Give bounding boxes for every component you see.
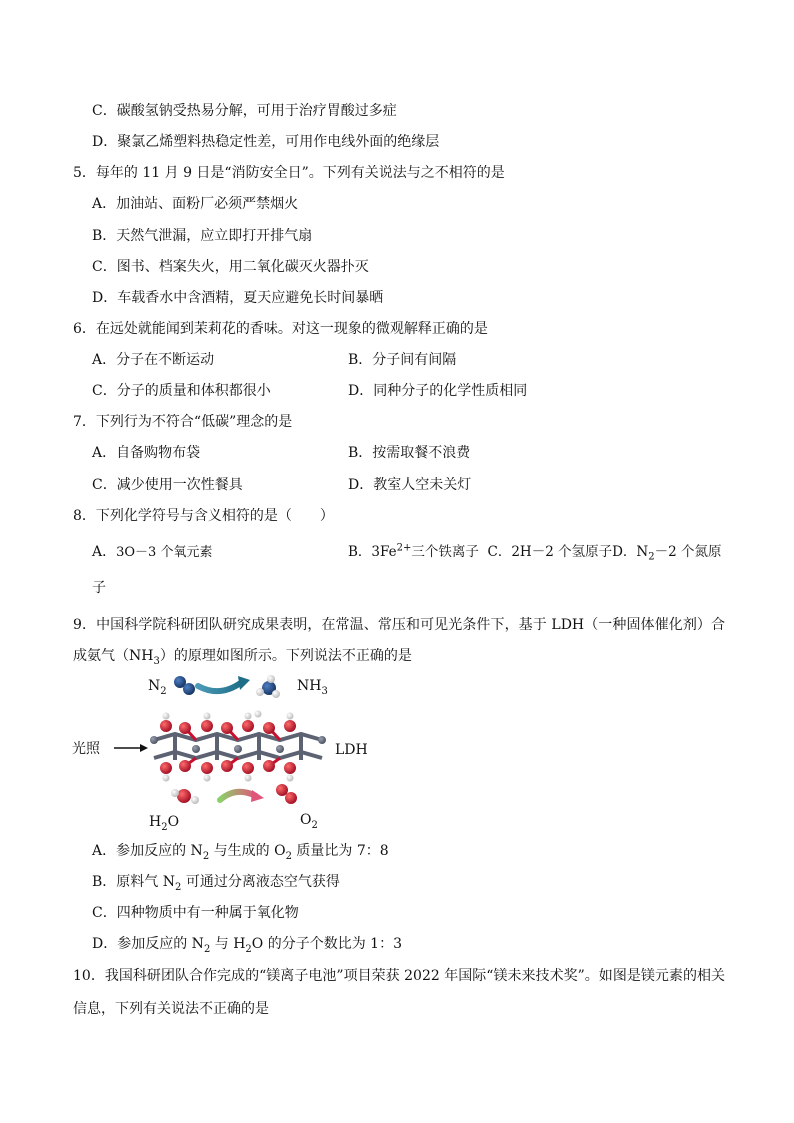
q9-a-part1: A．参加反应的 N bbox=[92, 843, 203, 859]
label-nh3 bbox=[297, 678, 328, 697]
q9-b-part2: 可通过分离液态空气获得 bbox=[181, 874, 340, 890]
o2-molecule-icon bbox=[276, 784, 297, 804]
label-n2 bbox=[148, 678, 167, 697]
q8-option-b-label: B． bbox=[348, 544, 372, 560]
q8-option-d-n: N bbox=[636, 544, 649, 560]
q9-stem-sub: 3 bbox=[153, 655, 160, 667]
q5-option-b: B．天然气泄漏，应立即打开排气扇 bbox=[92, 228, 313, 244]
q8-stem: 8．下列化学符号与含义相符的是（ ） bbox=[73, 508, 334, 524]
q4-option-d: D．聚氯乙烯塑料热稳定性差，可用作电线外面的绝缘层 bbox=[92, 134, 440, 150]
q8-options-bcd bbox=[348, 542, 721, 562]
q8-option-a bbox=[92, 542, 212, 563]
label-o2-sub: 2 bbox=[311, 819, 318, 831]
q8-option-b-formula: 3Fe bbox=[371, 544, 397, 560]
label-nh3-text: NH bbox=[297, 678, 322, 694]
q9-option-c: C．四种物质中有一种属于氧化物 bbox=[92, 905, 299, 921]
q8-option-b-charge: 2+ bbox=[396, 542, 412, 554]
q9-a-part3: 质量比为 7：8 bbox=[291, 843, 389, 859]
q9-a-part2: 与生成的 O bbox=[209, 843, 286, 859]
n2-molecule-icon bbox=[174, 676, 195, 695]
label-ldh: LDH bbox=[335, 742, 368, 758]
q9-b-sub1: 2 bbox=[175, 881, 182, 893]
q9-a-sub1: 2 bbox=[202, 850, 210, 862]
label-light: 光照 bbox=[72, 741, 100, 757]
q10-stem: 10．我国科研团队合作完成的“镁离子电池”项目荣获 2022 年国际“镁未来技术奖”。如图是镁元素的相关信息，下列有关说法不正确的是 bbox=[73, 968, 725, 1017]
q6-option-b: B．分子间有间隔 bbox=[348, 352, 457, 368]
q9-option-d bbox=[92, 934, 402, 954]
h2o-to-o2-arrow-icon bbox=[220, 790, 264, 802]
q6-option-d: D．同种分子的化学性质相同 bbox=[348, 383, 528, 399]
q7-option-c: C．减少使用一次性餐具 bbox=[92, 477, 243, 493]
light-arrow-icon bbox=[114, 744, 148, 752]
q9-b-part1: B．原料气 N bbox=[92, 874, 175, 890]
label-h2o-o: O bbox=[167, 814, 180, 830]
q9-a-sub2: 2 bbox=[285, 850, 292, 862]
label-n2-sub: 2 bbox=[160, 685, 167, 697]
q9-option-b bbox=[92, 872, 340, 892]
q7-option-d: D．教室人空未关灯 bbox=[348, 477, 472, 493]
q8-option-c-label: C． bbox=[487, 544, 512, 560]
q9-d-part3: O 的分子个数比为 1：3 bbox=[251, 936, 402, 952]
q5-option-a: A．加油站、面粉厂必须严禁烟火 bbox=[92, 196, 299, 212]
label-h2o-h: H bbox=[149, 814, 162, 830]
nh3-molecule-icon bbox=[256, 675, 280, 698]
q9-stem-part2: ）的原理如图所示。下列说法不正确的是 bbox=[159, 648, 412, 664]
q8-option-b-text: 三个铁离子 bbox=[411, 544, 479, 560]
q8-option-d-continued: 子 bbox=[92, 580, 106, 596]
ldh-layer-icon bbox=[150, 711, 326, 782]
q8-option-d-label: D． bbox=[612, 544, 637, 560]
q7-option-a: A．自备购物布袋 bbox=[92, 445, 201, 461]
q9-stem bbox=[73, 610, 725, 672]
q4-option-c: C．碳酸氢钠受热易分解，可用于治疗胃酸过多症 bbox=[92, 103, 397, 119]
label-h2o bbox=[149, 814, 180, 833]
label-o2-text: O bbox=[300, 812, 312, 828]
q5-stem: 5．每年的 11 月 9 日是“消防安全日”。下列有关说法与之不相符的是 bbox=[73, 165, 505, 181]
label-nh3-sub: 3 bbox=[321, 685, 328, 697]
q6-option-c: C．分子的质量和体积都很小 bbox=[92, 383, 271, 399]
q8-option-d-text: －2 个氮原 bbox=[654, 544, 722, 560]
label-o2 bbox=[300, 812, 318, 831]
label-n2-text: N bbox=[148, 678, 161, 694]
q5-option-d: D．车载香水中含酒精，夏天应避免长时间暴晒 bbox=[92, 290, 384, 306]
n2-to-nh3-arrow-icon bbox=[198, 676, 250, 691]
q6-option-a: A．分子在不断运动 bbox=[92, 352, 215, 368]
h2o-molecule-icon bbox=[171, 789, 199, 804]
q7-stem: 7．下列行为不符合“低碳”理念的是 bbox=[73, 414, 293, 430]
q7-option-b: B．按需取餐不浪费 bbox=[348, 445, 471, 461]
q9-d-part2: 与 H bbox=[210, 936, 246, 952]
q9-option-a bbox=[92, 841, 389, 861]
q9-stem-part1: 9．中国科学院科研团队研究成果表明，在常温、常压和可见光条件下，基于 LDH（一种固体催化剂）合成氨气（NH bbox=[73, 617, 725, 664]
q9-d-part1: D．参加反应的 N bbox=[92, 936, 204, 952]
q9-ldh-diagram bbox=[70, 668, 390, 840]
q6-stem: 6．在远处就能闻到茉莉花的香味。对这一现象的微观解释正确的是 bbox=[73, 321, 488, 337]
q9-d-sub1: 2 bbox=[203, 943, 211, 955]
q8-option-a-label: A． bbox=[92, 544, 117, 560]
q8-option-a-text: 3O－3 个氧元素 bbox=[116, 545, 213, 560]
label-h2o-sub: 2 bbox=[161, 821, 168, 833]
q8-option-d-sub: 2 bbox=[648, 551, 655, 563]
q8-option-c-text: 2H－2 个氢原子 bbox=[511, 544, 613, 560]
q5-option-c: C．图书、档案失火，用二氧化碳灭火器扑灭 bbox=[92, 259, 369, 275]
q9-d-sub2: 2 bbox=[245, 943, 252, 955]
